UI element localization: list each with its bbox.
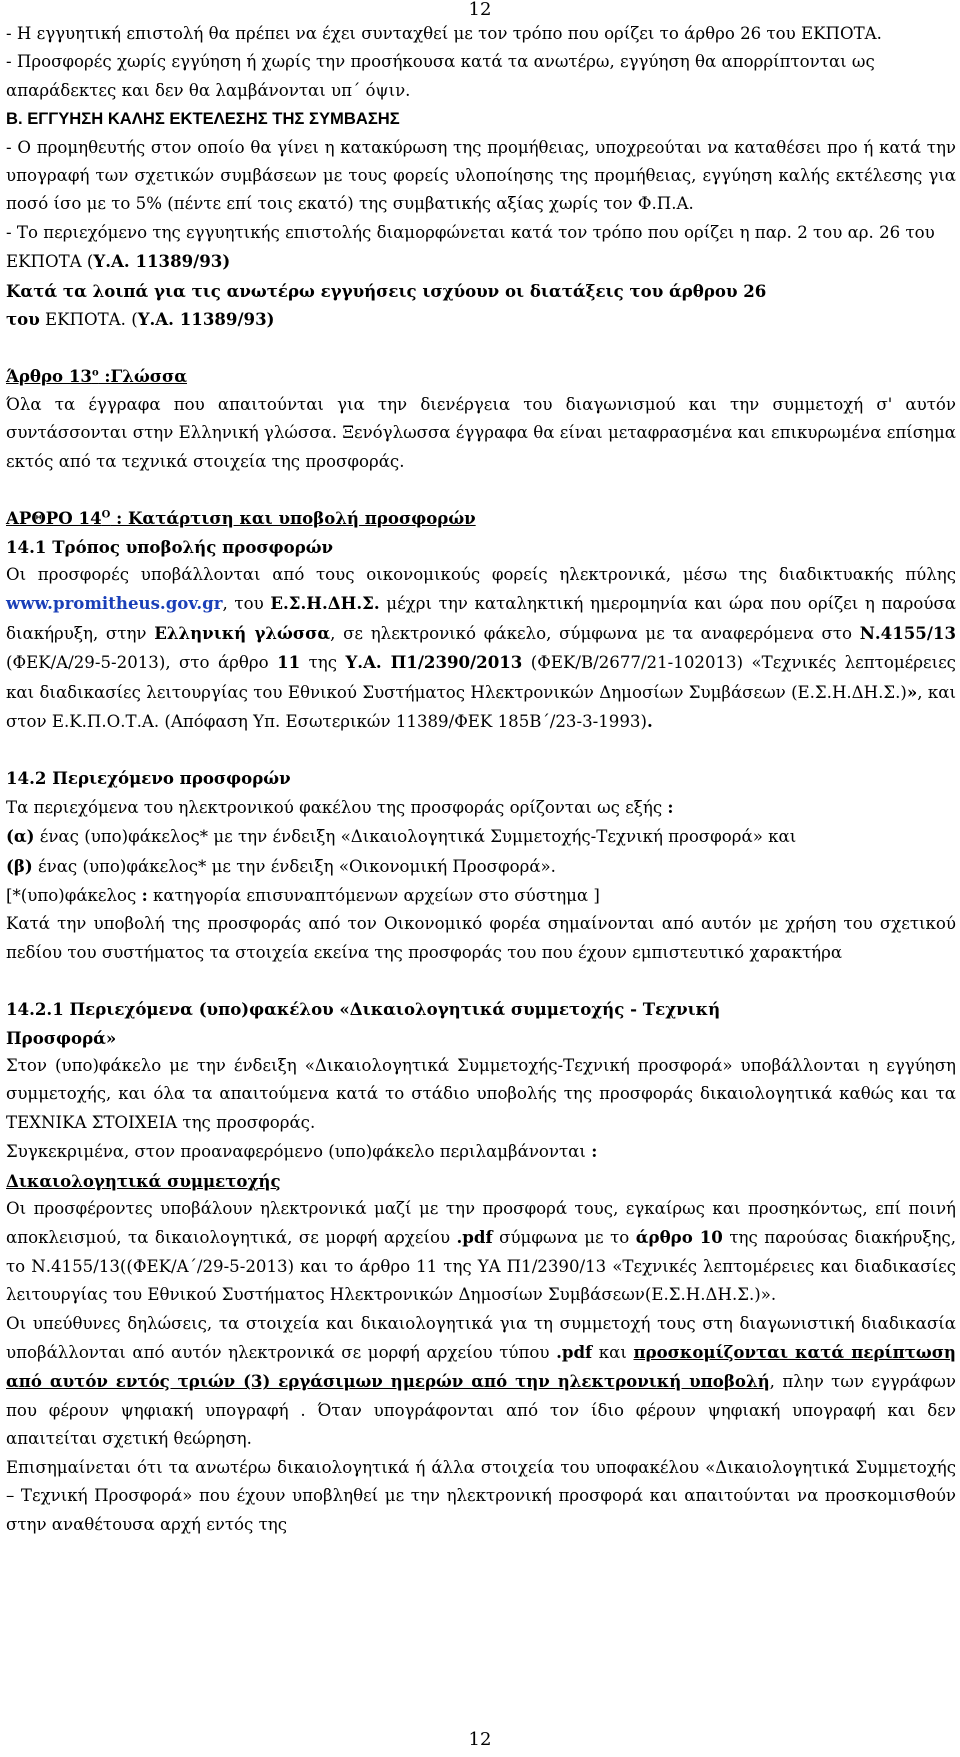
section-heading: Β. ΕΓΓΥΗΣΗ ΚΑΛΗΣ ΕΚΤΕΛΕΣΗΣ ΤΗΣ ΣΥΜΒΑΣΗΣ bbox=[6, 109, 400, 129]
subsection-title: Δικαιολογητικά συμμετοχής bbox=[6, 1170, 281, 1191]
paragraph: - Προσφορές χωρίς εγγύηση ή χωρίς την προσήκουσα κατά τα ανωτέρω, εγγύηση θα απορρίπτονται ως απαράδεκτες και δεν θα λαμβάνονται υπ΄ όψιν. bbox=[6, 52, 875, 100]
paragraph: - Η εγγυητική επιστολή θα πρέπει να έχει συνταχθεί με τον τρόπο που ορίζει το άρθρο 26 του ΕΚΠΟΤΑ. bbox=[6, 24, 882, 43]
paragraph: Στον (υπο)φάκελο με την ένδειξη «Δικαιολογητικά Συμμετοχής-Τεχνική προσφορά» υποβάλλονται η εγγύηση συμμετοχής, και όλα τα απαιτούμενα κατά το στάδιο υποβολής της προσφοράς δικαιολογητικά καθώς και τα ΤΕΧΝΙΚΑ ΣΤΟΙΧΕΙΑ της προσφοράς. bbox=[6, 1056, 956, 1132]
paragraph-bold: Κατά τα λοιπά για τις ανωτέρω εγγυήσεις ισχύουν οι διατάξεις του άρθρου 26 bbox=[6, 280, 767, 301]
paragraph: Κατά την υποβολή της προσφοράς από τον Οικονομικό φορέα σημαίνονται από αυτόν με χρήση του σχετικού πεδίου του συστήματος τα στοιχεία εκείνα της προσφοράς του που έχουν εμπιστευτικό χαρακτήρα bbox=[6, 914, 956, 962]
list-item: (β) ένας (υπο)φάκελος* με την ένδειξη «Οικονομική Προσφορά». bbox=[6, 855, 556, 876]
paragraph: Συγκεκριμένα, στον προαναφερόμενο (υπο)φάκελο περιλαμβάνονται : bbox=[6, 1141, 598, 1162]
paragraph: - Το περιεχόμενο της εγγυητικής επιστολής διαμορφώνεται κατά τον τρόπο που ορίζει η παρ. 2 του αρ. 26 του ΕΚΠΟΤΑ (Υ.Α. 11389/93) bbox=[6, 222, 935, 272]
page-content bbox=[6, 20, 956, 1539]
page-number-top: 12 bbox=[468, 0, 492, 20]
article-14-title: ΑΡΘΡΟ $14^O$ : Κατάρτιση και υποβολή προσφορών bbox=[6, 508, 476, 529]
paragraph: του ΕΚΠΟΤΑ. (Υ.Α. 11389/93) bbox=[6, 309, 275, 330]
note: [*(υπο)φάκελος : κατηγορία επισυναπτόμενων αρχείων στο σύστημα ] bbox=[6, 884, 600, 905]
page-number-bottom: 12 bbox=[468, 1729, 492, 1750]
paragraph: Τα περιεχόμενα του ηλεκτρονικού φακέλου της προσφοράς ορίζονται ως εξής : bbox=[6, 796, 674, 817]
paragraph: - Ο προμηθευτής στον οποίο θα γίνει η κατακύρωση της προμήθειας, υποχρεούται να καταθέσει προ ή κατά την υπογραφή των σχετικών συμβάσεων με τους φορείς υλοποίησης της προμήθειας, εγγύηση καλής εκτέλεσης για ποσό ίσο με το 5% (πέντε επί τοις εκατό) της συμβατικής αξίας χωρίς τον Φ.Π.Α. bbox=[6, 137, 956, 214]
section-14-2-1-title: 14.2.1 Περιεχόμενα (υπο)φακέλου «Δικαιολογητικά συμμετοχής - Τεχνική Προσφορά» bbox=[6, 999, 721, 1048]
paragraph: Οι προσφέροντες υποβάλουν ηλεκτρονικά μαζί με την προσφορά τους, εγκαίρως και προσηκόντως, επί ποινή αποκλεισμού, τα δικαιολογητικά, σε μορφή αρχείου .pdf σύμφωνα με το άρθρο 10 της παρούσας διακήρυξης, το Ν.4155/13((ΦΕΚ/Α΄/29-5-2013) και το άρθρο 11 της ΥΑ Π1/2390/13 «Τεχνικές λεπτομέρειες και διαδικασίες λειτουργίας του Εθνικού Συστήματος Ηλεκτρονικών Δημοσίων Συμβάσεων(Ε.Σ.Η.ΔΗ.Σ.)». bbox=[6, 1199, 956, 1305]
section-14-1-body: Οι προσφορές υποβάλλονται από τους οικονομικούς φορείς ηλεκτρονικά, μέσω της διαδικτυακής πύλης www.promitheus.gov.gr, του Ε.Σ.Η.ΔΗ.Σ. μέχρι την καταληκτική ημερομηνία και ώρα που ορίζει η παρούσα διακήρυξη, στην Ελληνική γλώσσα, σε ηλεκτρονικό φάκελο, σύμφωνα με τα αναφερόμενα στο Ν.4155/13 (ΦΕΚ/Α/29-5-2013), στο άρθρο 11 της Υ.Α. Π1/2390/2013 (ΦΕΚ/Β/2677/21-102013) «Τεχνικές λεπτομέρειες και διαδικασίες λειτουργίας του Εθνικού Συστήματος Ηλεκτρονικών Δημοσίων Συμβάσεων (Ε.Σ.Η.ΔΗ.Σ.)», και στον Ε.Κ.Π.Ο.Τ.Α. (Απόφαση Υπ. Εσωτερικών 11389/ΦΕΚ 185Β΄/23-3-1993). bbox=[6, 564, 956, 731]
paragraph: Επισημαίνεται ότι τα ανωτέρω δικαιολογητικά ή άλλα στοιχεία του υποφακέλου «Δικαιολογητικά Συμμετοχής – Τεχνική Προσφορά» που έχουν υποβληθεί με την ηλεκτρονική προσφορά και απαιτούνται να προσκομισθούν στην αναθέτουσα αρχή εντός της bbox=[6, 1457, 956, 1534]
section-14-2-title: 14.2 Περιεχόμενο προσφορών bbox=[6, 768, 291, 789]
paragraph: Οι υπεύθυνες δηλώσεις, τα στοιχεία και δικαιολογητικά για τη συμμετοχή τους στη διαγωνιστική διαδικασία υποβάλλονται από αυτόν ηλεκτρονικά σε μορφή αρχείου τύπου .pdf και προσκομίζονται κατά περίπτωση από αυτόν εντός τριών (3) εργάσιμων ημερών από την ηλεκτρονική υποβολή, πλην των εγγράφων που φέρουν ψηφιακή υπογραφή . Όταν υπογράφονται από τον ίδιο φέρουν ψηφιακή υπογραφή και δεν απαιτείται σχετική θεώρηση. bbox=[6, 1313, 956, 1449]
section-14-1-title: 14.1 Τρόπος υποβολής προσφορών bbox=[6, 536, 334, 557]
article-13-title: Άρθρο $13^o$ :Γλώσσα bbox=[6, 366, 187, 387]
article-13-body: Όλα τα έγγραφα που απαιτούνται για την διενέργεια του διαγωνισμού και την συμμετοχή σ' αυτόν συντάσσονται στην Ελληνική γλώσσα. Ξενόγλωσσα έγγραφα θα είναι μεταφρασμένα και επικυρωμένα επίσημα εκτός από τα τεχνικά στοιχεία της προσφοράς. bbox=[6, 394, 956, 471]
list-item: (α) ένας (υπο)φάκελος* με την ένδειξη «Δικαιολογητικά Συμμετοχής-Τεχνική προσφορά» και bbox=[6, 826, 797, 847]
promitheus-link[interactable]: www.promitheus.gov.gr bbox=[6, 593, 223, 614]
